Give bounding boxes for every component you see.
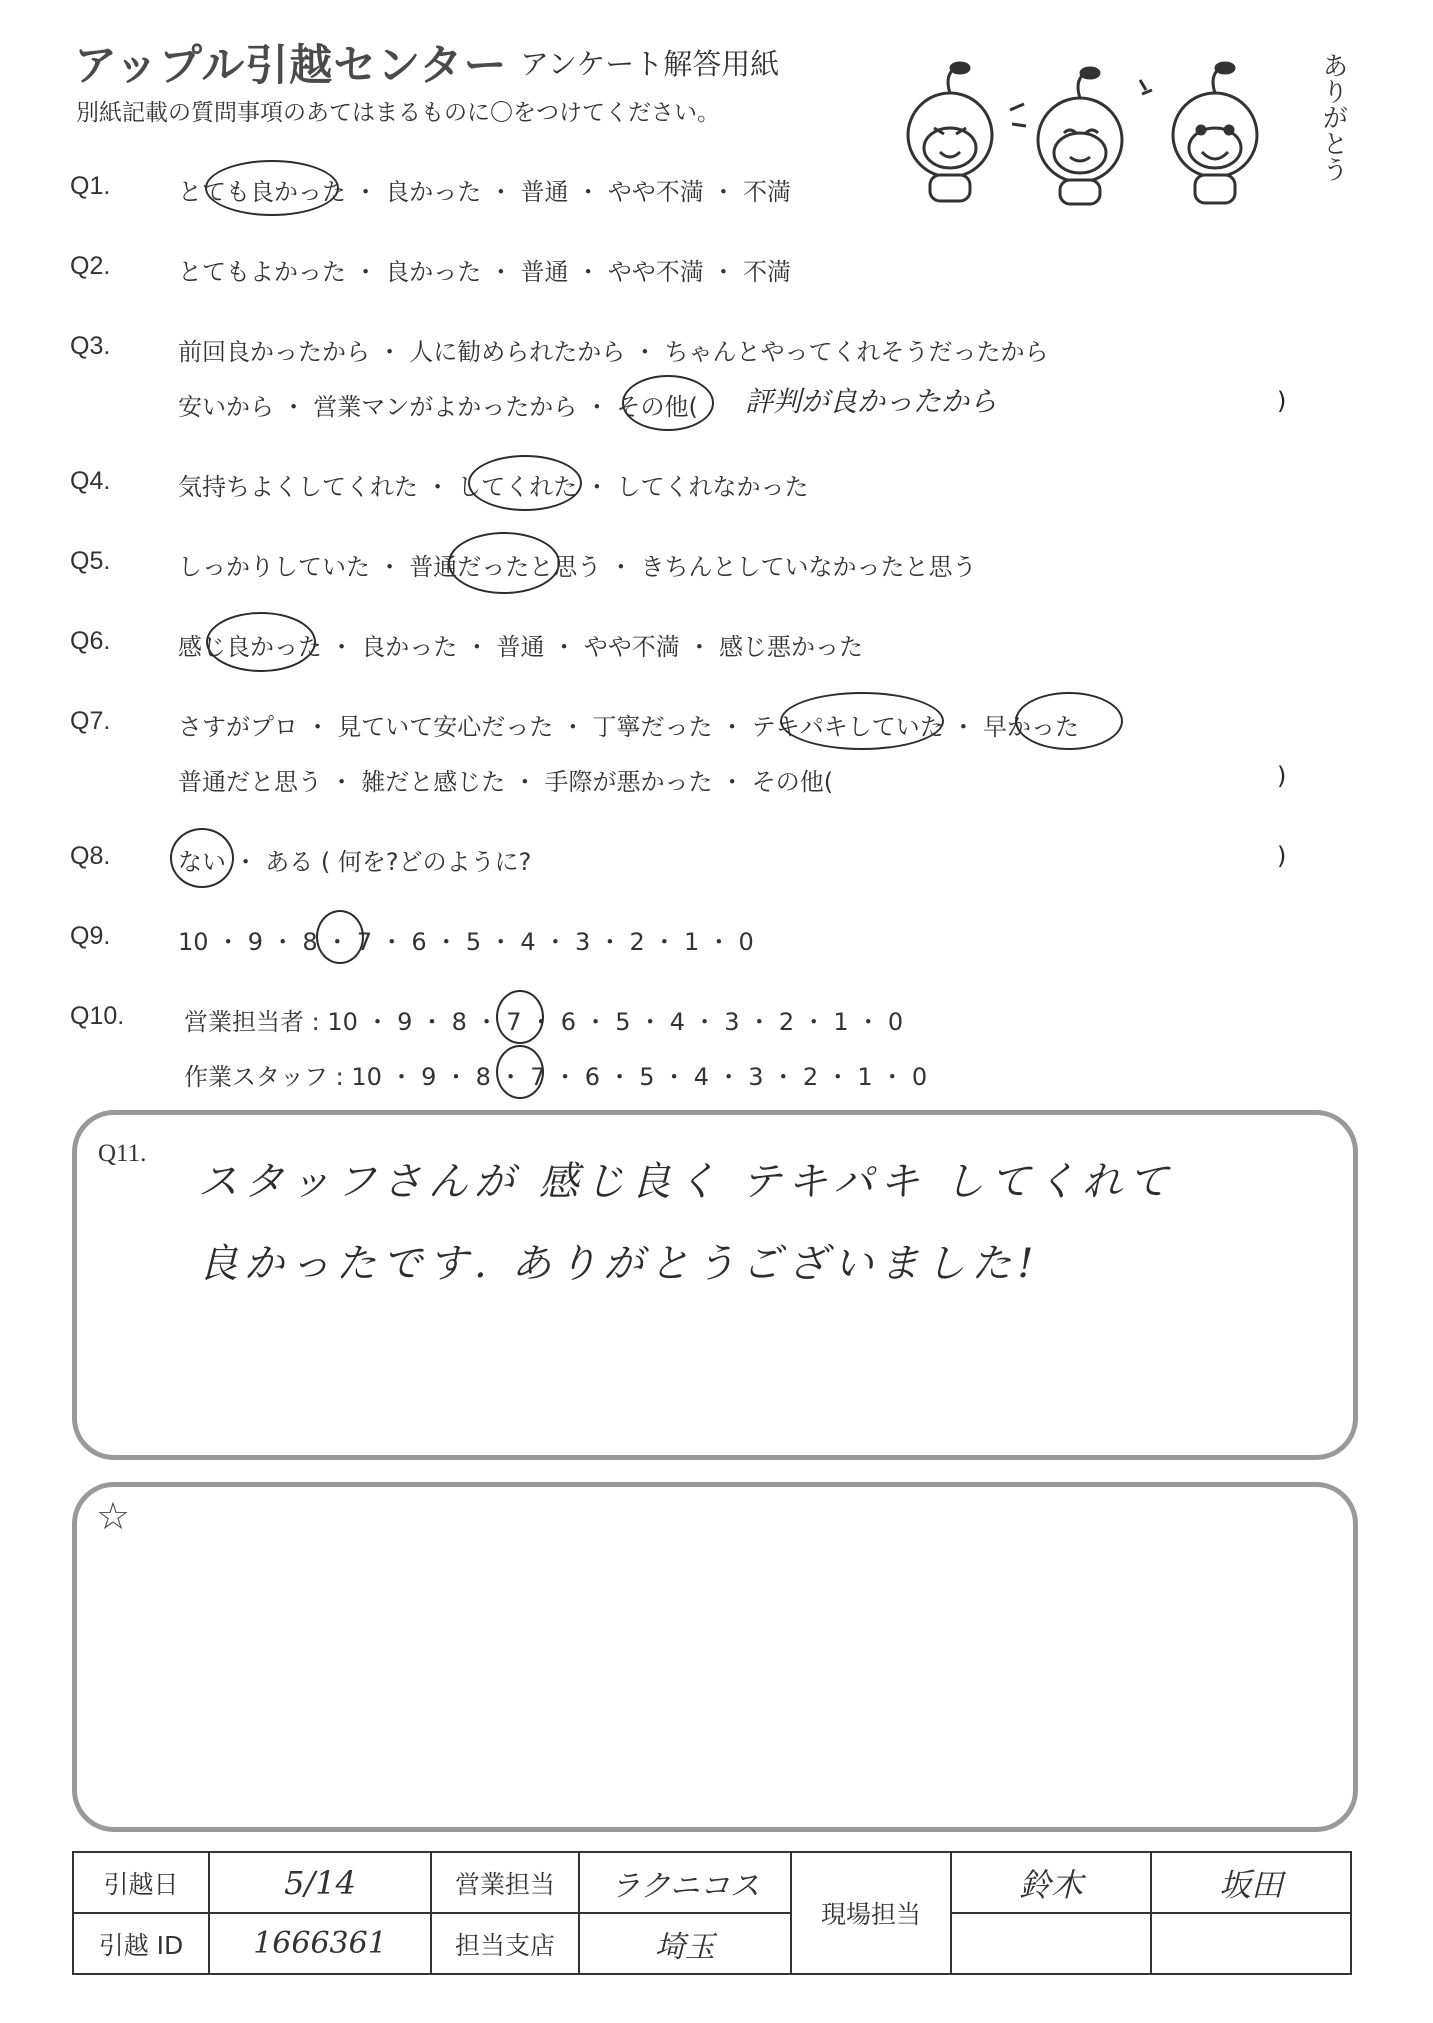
site-staff-label: 現場担当 xyxy=(791,1852,951,1974)
q3-options-line2: 安いから ・ 営業マンがよかったから ・ その他( xyxy=(178,393,698,421)
q6-answer-circle xyxy=(206,612,316,672)
q7-options-line1: さすがプロ ・ 見ていて安心だった ・ 丁寧だった ・ テキパキしていた ・ 早かった xyxy=(178,713,1080,741)
q7-options-line2: 普通だと思う ・ 雑だと感じた ・ 手際が悪かった ・ その他( xyxy=(178,768,834,796)
q9-label: Q9. xyxy=(70,922,111,950)
move-date-label: 引越日 xyxy=(73,1852,209,1913)
sales-label: 営業担当 xyxy=(431,1852,579,1913)
q2-options: とてもよかった ・ 良かった ・ 普通 ・ やや不満 ・ 不満 xyxy=(178,258,792,286)
q7-answer-circle-2 xyxy=(1015,692,1123,750)
q5-options: しっかりしていた ・ 普通だったと思う ・ きちんとしていなかったと思う xyxy=(178,553,977,581)
q5-label: Q5. xyxy=(70,547,111,575)
q10-label: Q10. xyxy=(70,1002,125,1030)
site-staff-empty-2 xyxy=(1151,1913,1351,1974)
q8-close-paren: ) xyxy=(1277,842,1287,870)
move-date-value: 5/14 xyxy=(209,1852,431,1913)
q9-answer-circle xyxy=(316,910,364,964)
q3-label: Q3. xyxy=(70,332,111,360)
q5-answer-circle xyxy=(448,532,560,594)
q4-answer-circle xyxy=(468,455,582,511)
star-note-box xyxy=(72,1482,1358,1832)
instruction-text: 別紙記載の質問事項のあてはまるものに〇をつけてください。 xyxy=(76,100,720,126)
q10-staff-rating: 作業スタッフ : 10 ・ 9 ・ 8 ・ 7 ・ 6 ・ 5 ・ 4 ・ 3 ・ 2 ・ 1 ・ 0 xyxy=(184,1063,928,1091)
site-staff-1: 鈴木 xyxy=(951,1852,1151,1913)
q9-options: 10 ・ 9 ・ 8 ・ 7 ・ 6 ・ 5 ・ 4 ・ 3 ・ 2 ・ 1 ・ 0 xyxy=(178,928,754,956)
thanks-text: ありがとう xyxy=(1318,52,1348,182)
q3-close-paren: ) xyxy=(1277,387,1287,415)
q1-label: Q1. xyxy=(70,172,111,200)
q7-close-paren: ) xyxy=(1277,762,1287,790)
q10-sales-rating: 営業担当者 : 10 ・ 9 ・ 8 ・ 7 ・ 6 ・ 5 ・ 4 ・ 3 ・ 2 ・ 1 ・ 0 xyxy=(184,1008,904,1036)
q1-options: とても良かった ・ 良かった ・ 普通 ・ やや不満 ・ 不満 xyxy=(178,178,792,206)
q6-options: 感じ良かった ・ 良かった ・ 普通 ・ やや不満 ・ 感じ悪かった xyxy=(178,633,864,661)
form-subtitle: アンケート解答用紙 xyxy=(520,47,780,81)
q3-other-handwritten: 評判が良かったから xyxy=(745,385,998,418)
q8-options: ない ・ ある ( 何を?どのように? xyxy=(178,848,532,876)
q8-label: Q8. xyxy=(70,842,111,870)
mascot-illustration xyxy=(890,40,1310,210)
move-id-label: 引越 ID xyxy=(73,1913,209,1974)
q7-label: Q7. xyxy=(70,707,111,735)
site-staff-2: 坂田 xyxy=(1151,1852,1351,1913)
q10-staff-answer-circle xyxy=(496,1045,544,1099)
star-symbol: ☆ xyxy=(96,1494,131,1538)
q3-options-line1: 前回良かったから ・ 人に勧められたから ・ ちゃんとやってくれそうだったから xyxy=(178,338,1049,366)
site-staff-empty-1 xyxy=(951,1913,1151,1974)
q3-answer-circle xyxy=(622,375,714,431)
q4-options: 気持ちよくしてくれた ・ してくれた ・ してくれなかった xyxy=(178,473,809,501)
q2-label: Q2. xyxy=(70,252,111,280)
q11-label: Q11. xyxy=(98,1140,147,1167)
q1-answer-circle xyxy=(205,160,339,216)
q11-comment-line2: 良かったです. ありがとうございました! xyxy=(198,1241,1040,1287)
branch-label: 担当支店 xyxy=(431,1913,579,1974)
q8-answer-circle xyxy=(170,828,234,888)
sales-value: ラクニコス xyxy=(579,1852,791,1913)
q11-comment-line1: スタッフさんが 感じ良く テキパキ してくれて xyxy=(198,1159,1175,1205)
company-title: アップル引越センター xyxy=(74,41,508,91)
q10-sales-answer-circle xyxy=(496,990,544,1044)
move-id-value: 1666361 xyxy=(209,1913,431,1974)
q6-label: Q6. xyxy=(70,627,111,655)
q4-label: Q4. xyxy=(70,467,111,495)
move-info-table xyxy=(72,1851,1352,1975)
q7-answer-circle-1 xyxy=(780,692,944,750)
branch-value: 埼玉 xyxy=(579,1913,791,1974)
